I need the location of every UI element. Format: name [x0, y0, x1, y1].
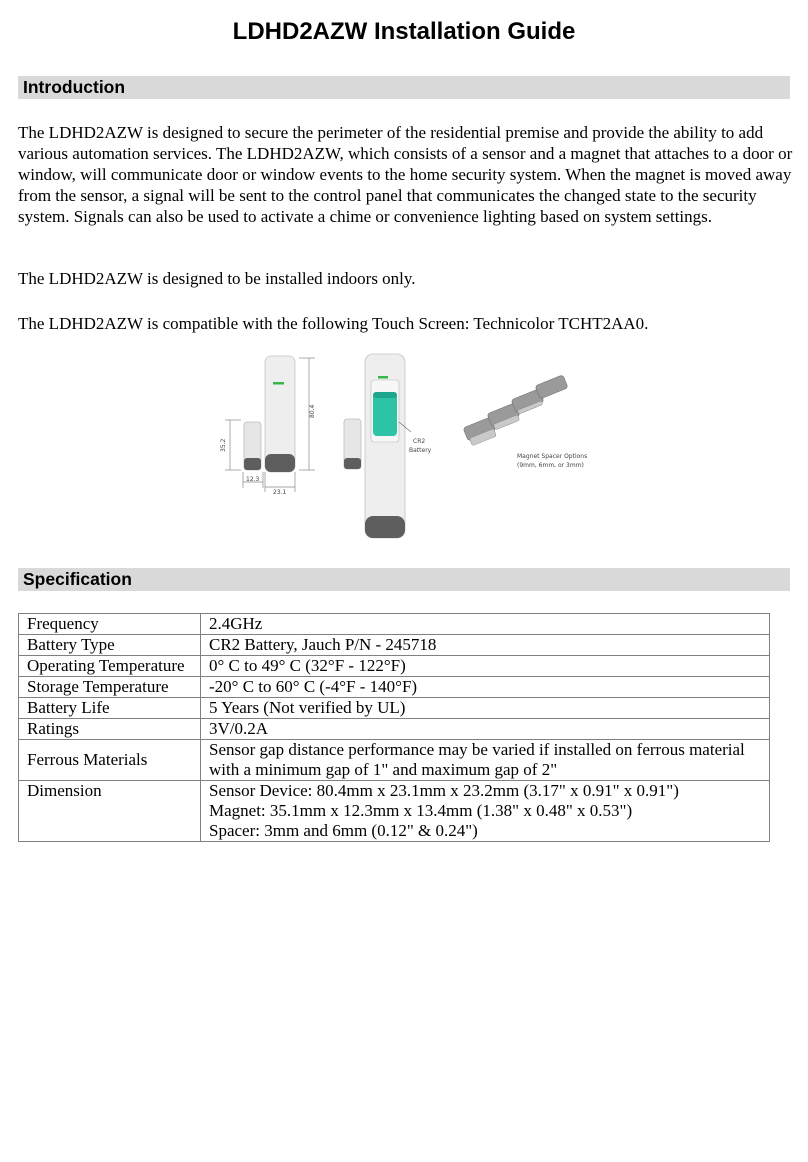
table-row	[19, 677, 770, 698]
table-row	[19, 740, 770, 781]
spacer-label-line-1: Magnet Spacer Options	[517, 453, 588, 460]
spec-key: Ferrous Materials	[19, 740, 201, 781]
status-led-indicator-open	[378, 376, 388, 379]
section-heading-introduction: Introduction	[23, 77, 126, 97]
magnet-spacer-options	[463, 375, 568, 447]
intro-paragraph-1: The LDHD2AZW is designed to secure the perimeter of the residential premise and provide the ability to add various automation services. The LDHD2AZW, which consists of a sensor and a magnet that attaches to a door or window, will communicate door or window events to the home security system. When the magnet is moved away from the sensor, a signal will be sent to the control panel that communicates the changed state to the security system. Signals can also be used to activate a chime or convenience lighting based on system settings.	[18, 123, 793, 226]
spec-value: Sensor gap distance performance may be varied if installed on ferrous material with a minimum gap of 1" and maximum gap of 2"	[201, 740, 770, 781]
spec-value: 5 Years (Not verified by UL)	[201, 698, 770, 719]
table-row	[19, 719, 770, 740]
battery-label-line-2: Battery	[409, 447, 432, 454]
spec-key: Dimension	[19, 781, 201, 842]
spec-value: 3V/0.2A	[201, 719, 770, 740]
spec-key: Battery Type	[19, 635, 201, 656]
battery-label-line-1: CR2	[413, 438, 426, 445]
specification-table	[18, 613, 770, 842]
spec-key: Operating Temperature	[19, 656, 201, 677]
spec-value: 2.4GHz	[201, 614, 770, 635]
table-row	[19, 698, 770, 719]
section-heading-specification: Specification	[23, 569, 132, 589]
dim-label-sensor-height: 80.4	[309, 404, 316, 418]
dimension-magnet: Magnet: 35.1mm x 12.3mm x 13.4mm (1.38" x 0.48" x 0.53")	[209, 801, 633, 820]
spec-value: CR2 Battery, Jauch P/N - 245718	[201, 635, 770, 656]
magnet-front-view	[244, 422, 261, 470]
status-led-indicator	[273, 382, 284, 385]
spec-value	[201, 781, 770, 842]
dim-label-magnet-width: 12.3	[246, 476, 260, 483]
dimension-spacer: Spacer: 3mm and 6mm (0.12" & 0.24")	[209, 821, 478, 840]
table-row	[19, 656, 770, 677]
dim-label-sensor-width: 23.1	[273, 489, 287, 496]
spec-key: Frequency	[19, 614, 201, 635]
dimension-sensor: Sensor Device: 80.4mm x 23.1mm x 23.2mm (3.17" x 0.91" x 0.91")	[209, 781, 679, 800]
spec-key: Ratings	[19, 719, 201, 740]
spec-key: Storage Temperature	[19, 677, 201, 698]
spacer-label-line-2: (9mm, 6mm, or 3mm)	[517, 462, 584, 469]
intro-paragraph-2: The LDHD2AZW is designed to be installed indoors only.	[18, 269, 416, 288]
cr2-battery	[373, 392, 397, 436]
sensor-open-view	[344, 354, 411, 538]
spec-value: -20° C to 60° C (-4°F - 140°F)	[201, 677, 770, 698]
section-header-specification	[18, 568, 790, 591]
dim-label-magnet-height: 35.2	[220, 438, 227, 452]
intro-paragraph-3: The LDHD2AZW is compatible with the following Touch Screen: Technicolor TCHT2AA0.	[18, 314, 649, 333]
table-row	[19, 781, 770, 842]
table-row	[19, 614, 770, 635]
section-header-introduction	[18, 76, 790, 99]
table-row	[19, 635, 770, 656]
sensor-front-view	[265, 356, 295, 472]
product-illustration	[215, 348, 595, 543]
spec-value: 0° C to 49° C (32°F - 122°F)	[201, 656, 770, 677]
spec-key: Battery Life	[19, 698, 201, 719]
page-title: LDHD2AZW Installation Guide	[232, 18, 576, 45]
